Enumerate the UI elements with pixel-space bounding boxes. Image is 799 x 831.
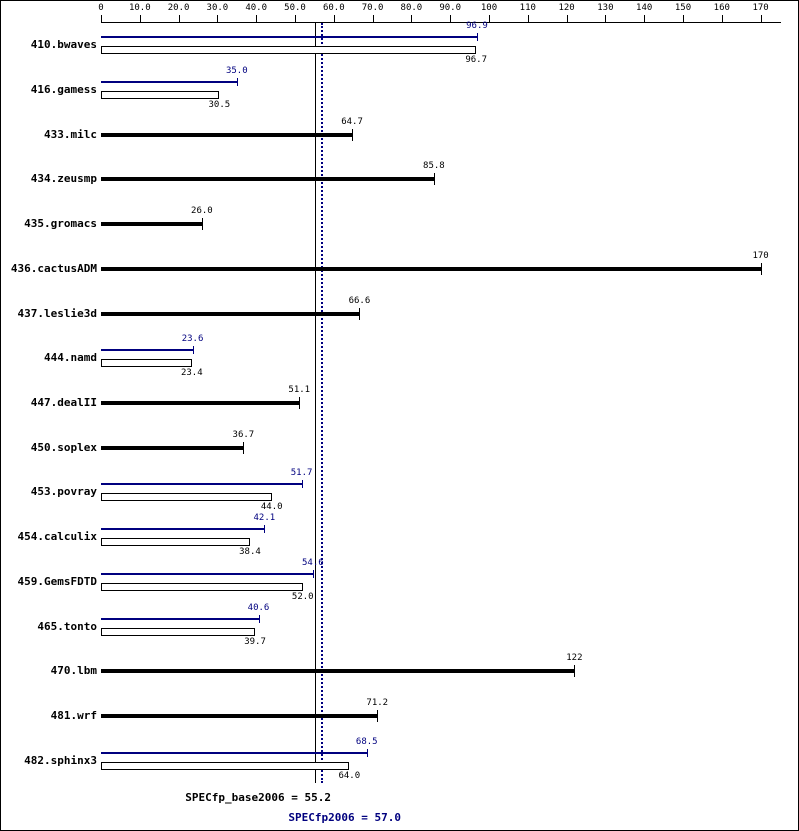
bar-base-value-label: 23.4	[180, 368, 203, 379]
bar-peak-value-label: 23.6	[181, 334, 204, 345]
bar-peak-value-label: 96.9	[466, 21, 488, 32]
axis-tick-label: 100	[480, 3, 498, 13]
bar-base-cap	[761, 263, 762, 275]
bar-peak-cap	[264, 525, 265, 533]
bar-peak	[101, 81, 237, 83]
axis-tick	[605, 15, 606, 22]
axis-tick	[140, 15, 141, 22]
axis-tick	[295, 15, 296, 22]
chart-row	[1, 559, 799, 604]
category-label: 433.milc	[44, 127, 97, 141]
axis-tick-label: 10.0	[128, 3, 151, 13]
category-label: 435.gromacs	[24, 217, 97, 231]
chart-row	[1, 23, 799, 68]
category-label: 465.tonto	[37, 619, 97, 633]
category-label: 437.leslie3d	[17, 306, 97, 320]
bar-base-value-label: 85.8	[423, 161, 445, 172]
axis-tick-label: 0	[98, 3, 104, 13]
chart-row	[1, 336, 799, 381]
bar-peak-value-label: 35.0	[225, 66, 248, 77]
bar-peak	[101, 752, 367, 754]
bar-base-cap	[299, 397, 300, 409]
category-label: 416.gamess	[30, 83, 97, 97]
bar-peak-cap	[302, 480, 303, 488]
bar-base	[101, 359, 192, 367]
category-label: 454.calculix	[17, 530, 97, 544]
axis-tick-label: 150	[674, 3, 692, 13]
chart-row	[1, 604, 799, 649]
bar-peak	[101, 483, 302, 485]
chart-row	[1, 202, 799, 247]
chart-row	[1, 694, 799, 739]
bar-base	[101, 762, 349, 770]
bar-base-value-label: 66.6	[348, 295, 371, 306]
category-label: 436.cactusADM	[10, 261, 97, 275]
bar-base	[101, 583, 303, 591]
bar-base-value-label: 38.4	[239, 547, 261, 558]
axis-tick	[761, 15, 762, 22]
footer-peak-summary: SPECfp2006 = 57.0	[288, 811, 401, 824]
bar-peak-cap	[477, 33, 478, 41]
category-label: 444.namd	[44, 351, 97, 365]
axis-tick	[528, 15, 529, 22]
chart-row	[1, 291, 799, 336]
bar-base-cap	[377, 710, 378, 722]
bar-base-value-label: 26.0	[191, 206, 213, 217]
bar-peak-value-label: 51.7	[290, 468, 313, 479]
category-label: 470.lbm	[50, 664, 97, 678]
bar-base	[101, 669, 574, 673]
bar-peak-cap	[237, 78, 238, 86]
bar-peak-value-label: 40.6	[247, 602, 270, 613]
bar-base-value-label: 52.0	[291, 591, 314, 602]
axis-tick	[256, 15, 257, 22]
axis-tick-label: 160	[713, 3, 730, 13]
chart-row	[1, 470, 799, 515]
category-label: 410.bwaves	[30, 38, 97, 52]
axis-tick-label: 120	[558, 3, 575, 13]
plot-area	[1, 23, 799, 783]
axis-tick	[217, 15, 218, 22]
bar-peak	[101, 528, 264, 530]
chart-row	[1, 68, 799, 113]
bar-peak-value-label: 42.1	[253, 513, 276, 524]
bar-base	[101, 91, 219, 99]
axis-tick	[567, 15, 568, 22]
bar-base-cap	[352, 129, 353, 141]
axis-tick-label: 110	[519, 3, 536, 13]
chart-row	[1, 425, 799, 470]
chart-row	[1, 112, 799, 157]
bar-base-value-label: 30.5	[208, 100, 231, 111]
bar-peak	[101, 573, 313, 575]
axis-tick-label: 30.0	[206, 3, 229, 13]
axis-tick	[179, 15, 180, 22]
x-axis	[1, 1, 799, 23]
bar-base	[101, 493, 272, 501]
axis-tick	[101, 15, 102, 22]
axis-tick-label: 20.0	[167, 3, 190, 13]
bar-peak-value-label: 54.6	[302, 557, 324, 568]
bar-base	[101, 267, 761, 271]
bar-base-cap	[202, 218, 203, 230]
axis-tick-label: 80.0	[400, 3, 423, 13]
chart-row	[1, 738, 799, 783]
bar-base-cap	[434, 173, 435, 185]
axis-tick	[450, 15, 451, 22]
axis-tick	[334, 15, 335, 22]
bar-peak	[101, 36, 477, 38]
bar-base-value-label: 122	[566, 653, 583, 664]
bar-base	[101, 628, 255, 636]
bar-base-value-label: 39.7	[244, 636, 266, 647]
axis-tick	[411, 15, 412, 22]
bar-base	[101, 312, 359, 316]
bar-base-value-label: 96.7	[465, 55, 488, 66]
axis-tick	[683, 15, 684, 22]
bar-base	[101, 446, 243, 450]
chart-row	[1, 247, 799, 292]
bar-base	[101, 46, 476, 54]
bar-base-cap	[574, 665, 575, 677]
bar-base-value-label: 71.2	[366, 697, 389, 708]
axis-tick-label: 170	[752, 3, 769, 13]
bar-peak-cap	[313, 570, 314, 578]
chart-row	[1, 515, 799, 560]
bar-peak	[101, 618, 259, 620]
axis-tick-label: 40.0	[245, 3, 268, 13]
bar-base-value-label: 170	[752, 250, 769, 261]
axis-tick	[722, 15, 723, 22]
bar-base	[101, 177, 434, 181]
category-label: 482.sphinx3	[24, 753, 97, 767]
bar-base	[101, 133, 352, 137]
chart-row	[1, 157, 799, 202]
bar-base-value-label: 44.0	[260, 502, 283, 513]
bar-base	[101, 401, 299, 405]
bar-base	[101, 538, 250, 546]
bar-peak-cap	[259, 615, 260, 623]
bar-base-value-label: 36.7	[232, 429, 255, 440]
axis-tick	[489, 15, 490, 22]
bar-base	[101, 222, 202, 226]
category-label: 447.dealII	[30, 395, 97, 409]
axis-tick-label: 60.0	[322, 3, 345, 13]
bar-peak-cap	[193, 346, 194, 354]
axis-tick-label: 90.0	[439, 3, 462, 13]
bar-base-cap	[243, 442, 244, 454]
bar-base-cap	[359, 308, 360, 320]
footer-base-summary: SPECfp_base2006 = 55.2	[185, 791, 331, 804]
chart-row	[1, 381, 799, 426]
bar-base	[101, 714, 377, 718]
bar-peak-value-label: 68.5	[355, 736, 378, 747]
axis-tick-label: 70.0	[361, 3, 384, 13]
axis-tick-label: 140	[636, 3, 653, 13]
chart-row	[1, 649, 799, 694]
bar-base-value-label: 64.0	[338, 770, 361, 781]
axis-tick	[373, 15, 374, 22]
axis-tick-label: 50.0	[284, 3, 306, 13]
axis-tick	[644, 15, 645, 22]
bar-base-value-label: 51.1	[288, 384, 311, 395]
bar-base-value-label: 64.7	[341, 116, 363, 127]
category-label: 434.zeusmp	[30, 172, 97, 186]
category-label: 450.soplex	[30, 440, 97, 454]
bar-peak-cap	[367, 749, 368, 757]
bar-peak	[101, 349, 193, 351]
category-label: 459.GemsFDTD	[17, 574, 97, 588]
axis-tick-label: 130	[597, 3, 614, 13]
category-label: 481.wrf	[50, 708, 97, 722]
category-label: 453.povray	[30, 485, 97, 499]
